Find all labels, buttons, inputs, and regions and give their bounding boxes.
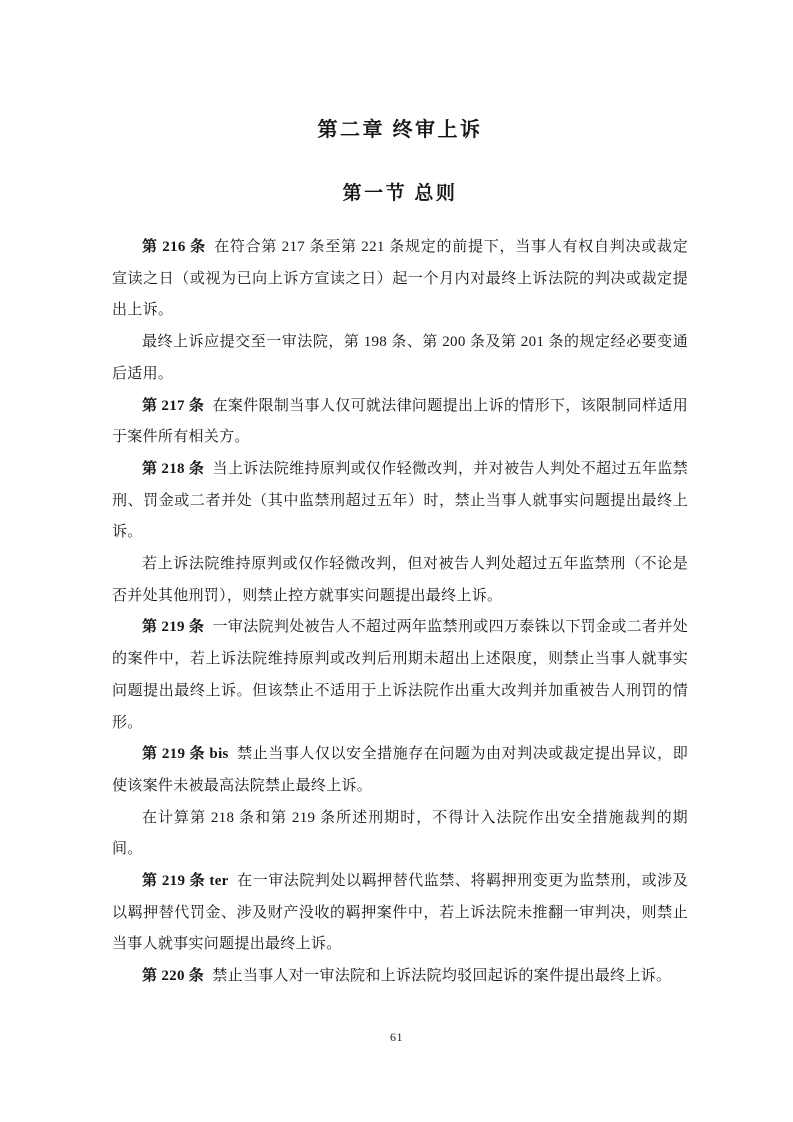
article-number: 第 216 条 <box>142 239 206 255</box>
article-number: 第 217 条 <box>142 397 205 414</box>
paragraph-text: 禁止当事人仅以安全措施存在问题为由对判决或裁定提出异议，即使该案件未被最高法院禁止最终上诉。 <box>112 746 688 794</box>
page-number: 61 <box>390 1030 403 1044</box>
paragraph-article-216-cont <box>112 327 688 390</box>
paragraph-text: 禁止当事人对一审法院和上诉法院均驳回起诉的案件提出最终上诉。 <box>212 968 672 985</box>
paragraph-article-218 <box>112 454 688 549</box>
article-number: 第 219 条 bis <box>142 746 229 763</box>
paragraph-text: 在计算第 218 条和第 219 条所述刑期时，不得计入法院作出安全措施裁判的期间。 <box>112 809 688 858</box>
paragraph-text: 一审法院判处被告人不超过两年监禁刑或四万泰铢以下罚金或二者并处的案件中，若上诉法院维持原判或改判后刑期未超出上述限度，则禁止当事人就事实问题提出最终上诉。但该禁止不适用于上诉法院作出重大改判并加重被告人刑罚的情形。 <box>112 619 688 731</box>
paragraph-text: 当上诉法院维持原判或仅作轻微改判，并对被告人判处不超过五年监禁刑、罚金或二者并处（其中监禁刑超过五年）时，禁止当事人就事实问题提出最终上诉。 <box>112 460 688 541</box>
chapter-title: 第二章 终审上诉 <box>317 119 483 141</box>
paragraph-article-219-bis <box>112 739 688 802</box>
paragraph-text: 在一审法院判处以羁押替代监禁、将羁押刑变更为监禁刑，或涉及以羁押替代罚金、涉及财产没收的羁押案件中，若上诉法院未推翻一审判决，则禁止当事人就事实问题提出最终上诉。 <box>112 873 688 953</box>
document-body <box>112 232 688 993</box>
article-number: 第 218 条 <box>142 460 205 477</box>
paragraph-text: 最终上诉应提交至一审法院，第 198 条、第 200 条及第 201 条的规定经必要变通后适用。 <box>112 334 688 382</box>
paragraph-article-219-bis-cont <box>112 803 688 866</box>
paragraph-article-220 <box>112 961 688 993</box>
paragraph-article-218-cont <box>112 549 688 612</box>
paragraph-text: 在符合第 217 条至第 221 条规定的前提下，当事人有权自判决或裁定宣读之日（或视为已向上诉方宣读之日）起一个月内对最终上诉法院的判决或裁定提出上诉。 <box>112 239 688 319</box>
paragraph-text: 在案件限制当事人仅可就法律问题提出上诉的情形下，该限制同样适用于案件所有相关方。 <box>112 397 688 446</box>
paragraph-text: 若上诉法院维持原判或仅作轻微改判，但对被告人判处超过五年监禁刑（不论是否并处其他刑罚），则禁止控方就事实问题提出最终上诉。 <box>112 556 688 604</box>
article-number: 第 219 条 <box>142 619 205 636</box>
paragraph-article-217 <box>112 391 688 454</box>
paragraph-article-219-ter <box>112 866 688 961</box>
section-title: 第一节 总则 <box>342 183 458 204</box>
paragraph-article-219 <box>112 612 688 739</box>
article-number: 第 220 条 <box>142 968 205 985</box>
paragraph-article-216 <box>112 232 688 327</box>
article-number: 第 219 条 ter <box>142 873 229 890</box>
